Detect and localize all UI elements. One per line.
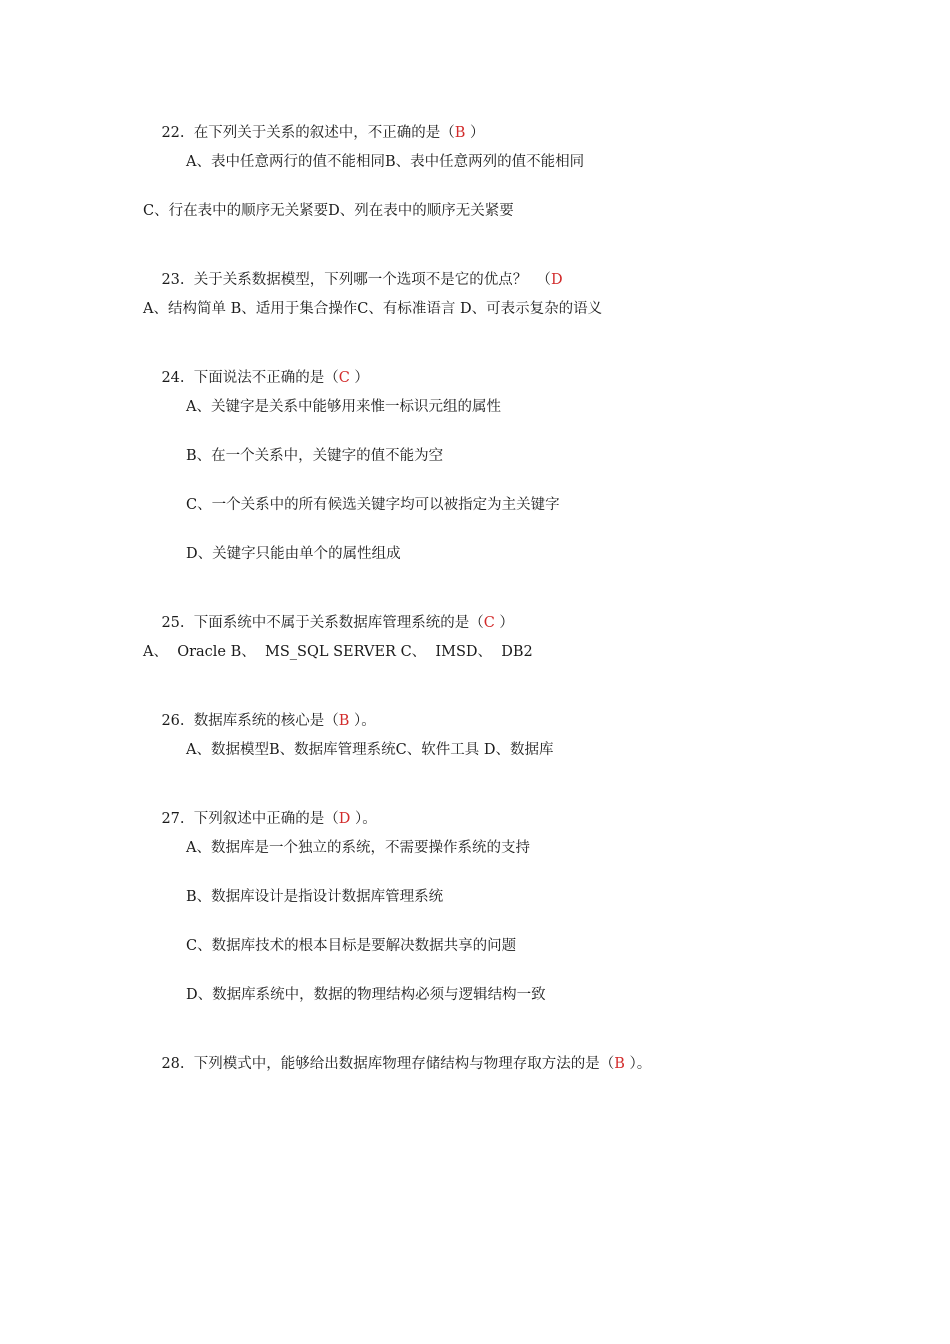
- option-line: A、数据模型B、数据库管理系统C、软件工具 D、数据库: [186, 742, 554, 758]
- option-line: A、关键字是关系中能够用来惟一标识元组的属性: [186, 399, 501, 415]
- question-text: 27. 下列叙述中正确的是（: [161, 811, 339, 827]
- question-text: 22. 在下列关于关系的叙述中，不正确的是（: [161, 125, 455, 141]
- option-line: B、在一个关系中，关键字的值不能为空: [186, 448, 444, 464]
- question-text: 26. 数据库系统的核心是（: [161, 713, 339, 729]
- answer-mark: C: [483, 615, 495, 631]
- option-line: C、行在表中的顺序无关紧要D、列在表中的顺序无关紧要: [143, 203, 514, 219]
- option-line: A、结构简单 B、适用于集合操作C、有标准语言 D、可表示复杂的语义: [143, 301, 603, 317]
- answer-mark: B: [614, 1056, 625, 1072]
- option-line: D、数据库系统中，数据的物理结构必须与逻辑结构一致: [186, 987, 546, 1003]
- option-line: A、 Oracle B、 MS_SQL SERVER C、 IMSD、 DB2: [143, 644, 533, 660]
- option-line: B、数据库设计是指设计数据库管理系统: [186, 889, 444, 905]
- question-text: 24. 下面说法不正确的是（: [161, 370, 339, 386]
- option-line: C、数据库技术的根本目标是要解决数据共享的问题: [186, 938, 517, 954]
- option-line: A、数据库是一个独立的系统，不需要操作系统的支持: [186, 840, 530, 856]
- question-tail: ）: [494, 615, 514, 631]
- answer-mark: B: [338, 713, 350, 729]
- question-28: [143, 1034, 652, 1072]
- option-line: A、表中任意两行的值不能相同B、表中任意两列的值不能相同: [186, 154, 585, 170]
- answer-mark: D: [338, 811, 351, 827]
- question-tail: ）。: [350, 811, 377, 827]
- question-24: [143, 348, 369, 386]
- answer-mark: C: [338, 370, 350, 386]
- answer-mark: D: [550, 272, 563, 288]
- option-line: D、关键字只能由单个的属性组成: [186, 546, 401, 562]
- question-tail: ）: [349, 370, 369, 386]
- question-25: [143, 593, 514, 631]
- question-23: [143, 250, 563, 288]
- answer-mark: B: [454, 125, 466, 141]
- question-27: [143, 789, 377, 827]
- question-22: [143, 103, 485, 141]
- question-tail: ）。: [349, 713, 376, 729]
- question-tail: ）: [465, 125, 485, 141]
- question-text: 28. 下列模式中，能够给出数据库物理存储结构与物理存取方法的是（: [161, 1056, 615, 1072]
- question-text: 25. 下面系统中不属于关系数据库管理系统的是（: [161, 615, 484, 631]
- question-text: 23. 关于关系数据模型，下列哪一个选项不是它的优点？ （: [161, 272, 551, 288]
- question-26: [143, 691, 376, 729]
- question-tail: ）。: [624, 1056, 652, 1072]
- option-line: C、一个关系中的所有候选关键字均可以被指定为主关键字: [186, 497, 560, 513]
